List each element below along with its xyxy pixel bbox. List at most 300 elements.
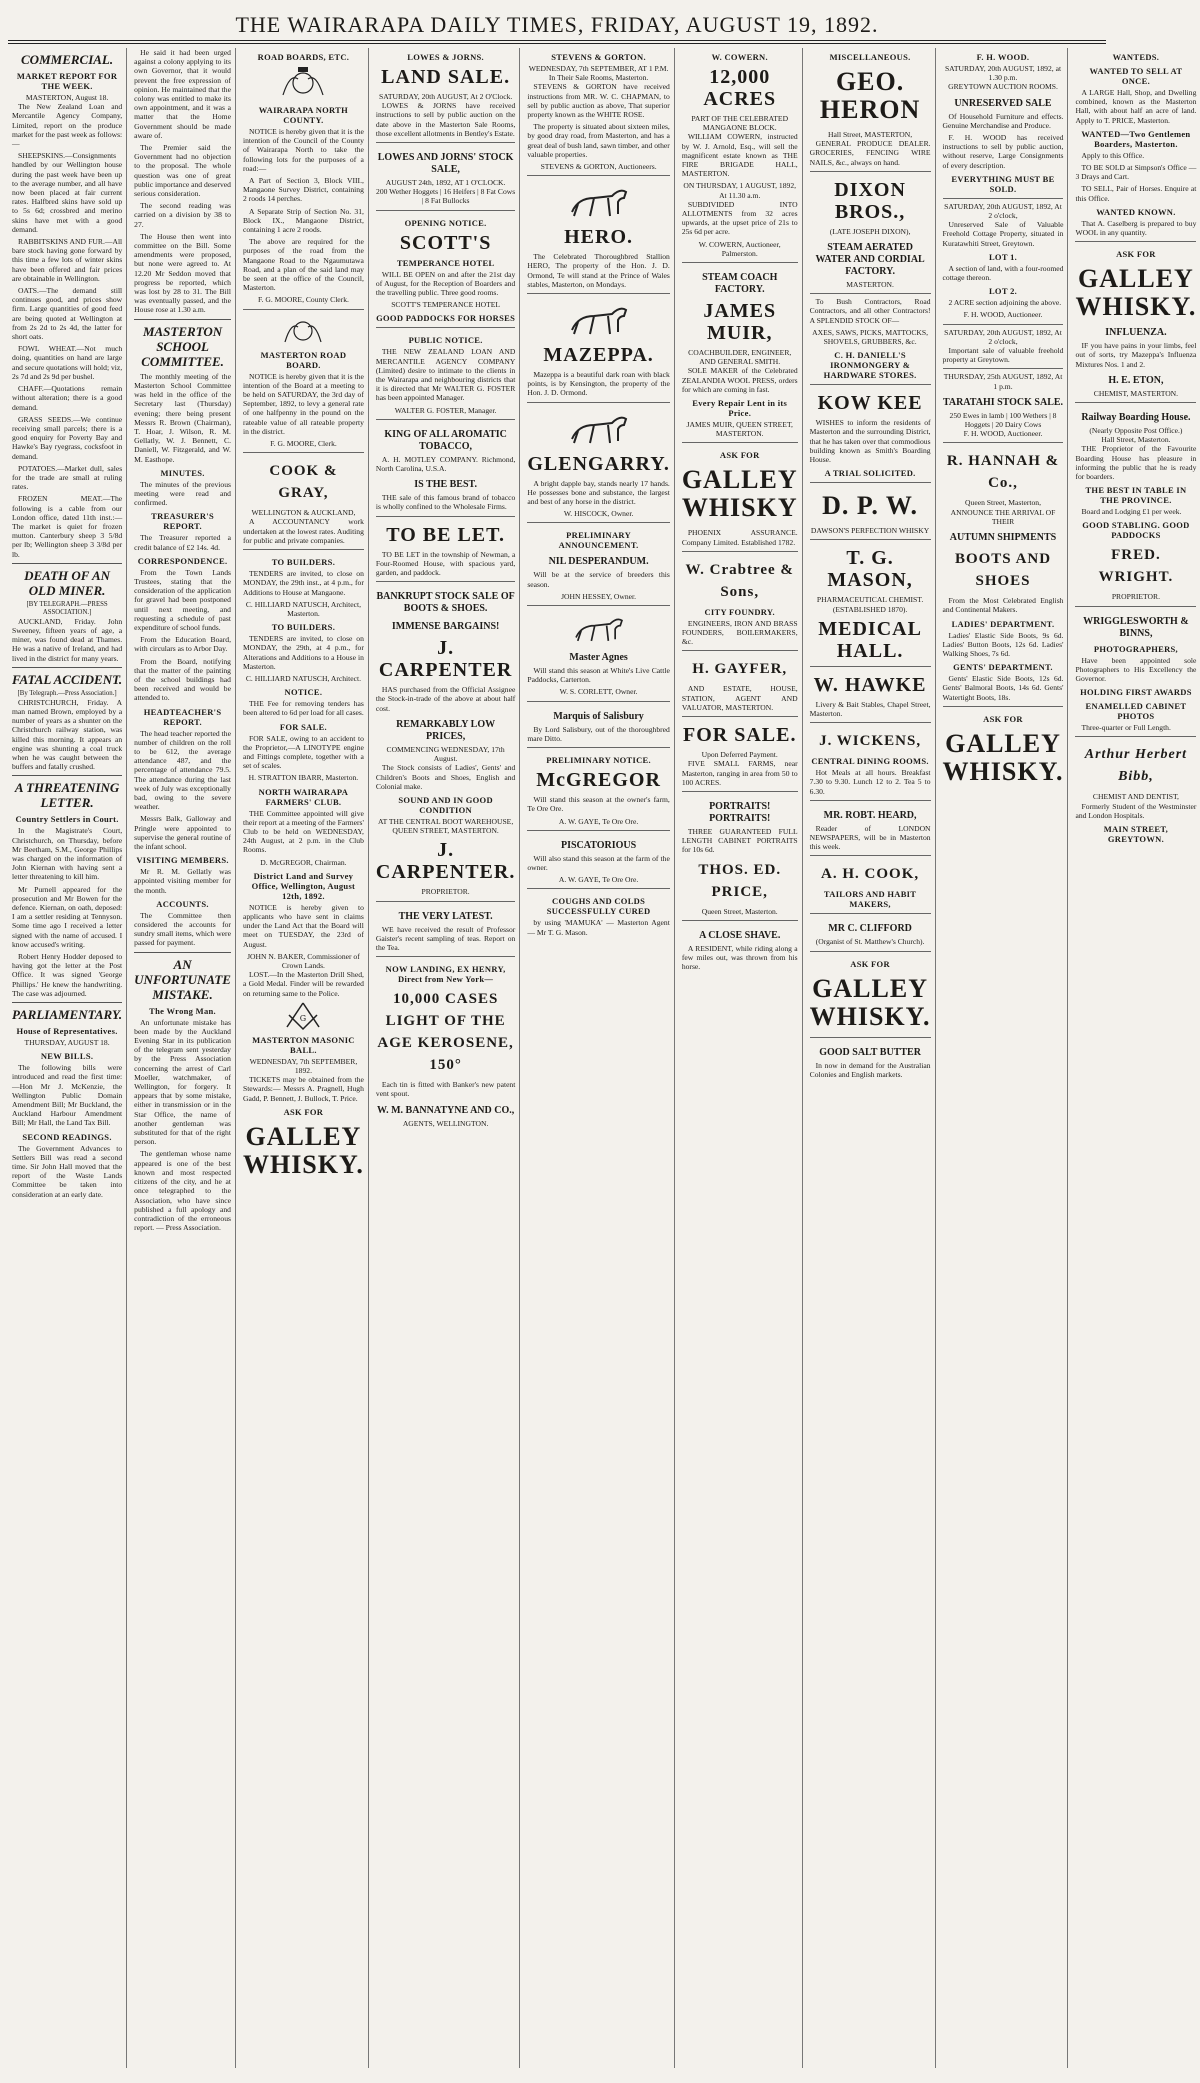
paragraph: FOWL WHEAT.—Not much doing, quantities on hand are large and secure quotations will hold; viz, 2s 7d and 2s 9d per bushel. bbox=[12, 344, 123, 381]
paragraph: A Separate Strip of Section No. 31, Block IX., Mangaone District, containing 1 acre 2 roods. bbox=[242, 206, 364, 235]
glengarry-heading: GLENGARRY. bbox=[527, 452, 670, 475]
paragraph: The second reading was carried on a division by 38 to 27. bbox=[134, 201, 231, 229]
cook-heading: A. H. COOK, bbox=[821, 866, 920, 883]
subheading: PROPRIETOR. bbox=[421, 887, 470, 897]
masonic-emblem-icon bbox=[283, 1001, 323, 1031]
paragraph: 2 ACRE section adjoining the above. bbox=[948, 298, 1062, 308]
subheading: DAWSON'S PERFECTION WHISKY bbox=[810, 526, 930, 536]
land-sale-heading: LAND SALE. bbox=[381, 66, 511, 88]
paragraph: Board and Lodging £1 per week. bbox=[1081, 507, 1182, 517]
paragraph: Will be at the service of breeders this season. bbox=[527, 570, 670, 589]
threat-heading: A THREATENING LETTER. bbox=[14, 780, 120, 811]
subheading: Queen Street, Masterton. bbox=[701, 906, 778, 916]
threat-subheading: Country Settlers in Court. bbox=[15, 814, 119, 825]
paragraph: WILL BE OPEN on and after the 21st day of August, for the Reception of Boarders and the travelling public. Three good rooms. bbox=[375, 269, 516, 298]
cook-gray-heading: COOK & GRAY, bbox=[269, 463, 338, 502]
signature: A. W. GAYE, Te Ore Ore. bbox=[558, 875, 639, 885]
dateline: SATURDAY, 20th AUGUST, 1892, at 1.30 p.m. bbox=[944, 64, 1062, 83]
subheading: PROPRIETOR. bbox=[1111, 592, 1161, 602]
hannah-heading: R. HANNAH & Co., bbox=[946, 453, 1060, 492]
ask-for-label: ASK FOR bbox=[850, 958, 890, 969]
dateline: ON THURSDAY, 1 AUGUST, 1892, At 11.30 a.m. bbox=[683, 181, 797, 200]
subheading: GREYTOWN AUCTION ROOMS. bbox=[948, 82, 1058, 92]
stabling-heading: GOOD STABLING. GOOD PADDOCKS bbox=[1082, 520, 1190, 541]
paragraph: From the Education Board, with circulars as to Arbor Day. bbox=[134, 635, 231, 654]
section-heading: VISITING MEMBERS. bbox=[136, 855, 229, 866]
masthead-title: THE WAIRARAPA DAILY TIMES, FRIDAY, AUGUST 19, 1892. bbox=[235, 12, 879, 37]
masthead-rule bbox=[8, 40, 1106, 44]
svg-text:G: G bbox=[300, 1013, 307, 1023]
marquis-heading: Marquis of Salisbury bbox=[553, 710, 644, 722]
kerosene-heading: 10,000 CASES LIGHT OF THE AGE KEROSENE, 150° bbox=[377, 991, 514, 1074]
subheading: WEDNESDAY, 7th SEPTEMBER, 1892. bbox=[249, 1056, 358, 1075]
mistake-heading: AN UNFORTUNATE MISTAKE. bbox=[134, 956, 231, 1002]
paragraph: CHAFF.—Quotations remain without alteration; there is a good demand. bbox=[12, 384, 123, 412]
carpenter-heading: J. CARPENTER bbox=[378, 637, 513, 682]
paragraph: NOTICE is hereby given that it is the intention of the Council of the County of Wairarapa North to take the following lots for the purposes of a road:— bbox=[242, 127, 364, 173]
subheading: CHEMIST AND DENTIST, bbox=[1092, 792, 1179, 802]
subheading: MASTERTON. bbox=[846, 280, 894, 290]
subheading: Upon Deferred Payment. bbox=[701, 750, 778, 760]
column-2 bbox=[130, 48, 236, 2068]
piscatorious-heading: PISCATORIOUS bbox=[560, 839, 637, 851]
portraits-heading: PORTRAITS! PORTRAITS! bbox=[709, 800, 771, 824]
paragraph: The head teacher reported the number of children on the roll to be 612, the average attendance 487, and the percentage of attendance 79.5. The attendance during the last week of July was exceptionally bad, owing to the severe weather. bbox=[134, 728, 231, 812]
column-5 bbox=[523, 48, 674, 2068]
paragraph: The House then went into committee on the Bill. Some amendments were proposed, but none were agreed to. At 12.20 Mr Seddon moved that progress be reported, which was lost by 28 to 31. The Bill was eventually passed, and the House rose at 1.30 a.m. bbox=[134, 231, 231, 315]
paragraph: A LARGE Hall, Shop, and Dwelling combined, known as the Masterton Hall, with about half an acre of land. Apply to T. PRICE, Masterton. bbox=[1075, 88, 1197, 125]
royal-arms-icon bbox=[278, 65, 328, 101]
telegraph-tag: [BY TELEGRAPH.—PRESS ASSOCIATION.] bbox=[26, 600, 108, 616]
wanteds-heading: WANTEDS. bbox=[1112, 52, 1160, 62]
awards-heading: HOLDING FIRST AWARDS bbox=[1080, 687, 1192, 698]
subheading: (Organist of St. Matthew's Church). bbox=[815, 937, 925, 947]
paragraph: ENGINEERS, IRON AND BRASS FOUNDERS, BOILERMAKERS, &c. bbox=[681, 618, 798, 647]
section-heading: HEADTEACHER'S REPORT. bbox=[143, 706, 222, 727]
dateline: AUGUST 24th, 1892, AT 1 O'CLOCK. bbox=[385, 178, 506, 188]
bibb-heading: Arthur Herbert Bibb, bbox=[1084, 747, 1188, 785]
paragraph: A ACCOUNTANCY work undertaken at the lowest rates. Auditing for public and private companies. bbox=[242, 517, 364, 545]
hero-heading: HERO. bbox=[564, 226, 634, 249]
subheading: CITY FOUNDRY. bbox=[704, 606, 775, 617]
paragraph: A RESIDENT, while riding along a few miles out, was thrown from his horse. bbox=[681, 943, 798, 972]
school-committee-heading: MASTERTON SCHOOL COMMITTEE. bbox=[141, 323, 224, 369]
paragraph: TO SELL, Pair of Horses. Enquire at this Office. bbox=[1075, 184, 1197, 203]
now-landing-heading: NOW LANDING, EX HENRY, Direct from New York— bbox=[385, 964, 506, 985]
divider bbox=[134, 952, 231, 953]
paragraph: The Celebrated Thoroughbred Stallion HERO, The property of the Hon. J. D. Ormond, Te will stand at the Prince of Wales stables, Masterton, on Mondays. bbox=[527, 252, 670, 289]
cowern-heading: W. COWERN. bbox=[711, 52, 768, 62]
paragraph: Mr R. M. Gellatly was appointed visiting member for the month. bbox=[134, 867, 231, 895]
paragraph: A Part of Section 3, Block VIII., Mangaone Survey District, containing 2 roods 14 perches. bbox=[242, 176, 364, 204]
signature: F. H. WOOD, Auctioneer. bbox=[963, 429, 1043, 439]
paragraph: A bright dapple bay, stands nearly 17 hands. He possesses bone and substance, the largest and best of any horse in the district. bbox=[527, 478, 670, 507]
lot-heading: LOT 2. bbox=[988, 286, 1018, 297]
paragraph: GENERAL PRODUCE DEALER. GROCERIES, FENCING WIRE NAILS, &c., always on hand. bbox=[809, 139, 931, 167]
paragraph: TENDERS are invited, to close on MONDAY, the 29th inst., at 4 p.m., for Additions to House at Mangaone. bbox=[242, 569, 364, 597]
to-be-let-heading: TO BE LET. bbox=[386, 523, 505, 546]
column-8 bbox=[939, 48, 1069, 2068]
unreserved-heading: UNRESERVED SALE bbox=[954, 97, 1052, 109]
temperance-hotel-heading: TEMPERANCE HOTEL bbox=[396, 257, 495, 268]
stock-list: 200 Wether Hoggets | 16 Heifers | 8 Fat Cows | 8 Fat Bullocks bbox=[376, 187, 516, 206]
columns bbox=[8, 48, 1197, 2068]
clifford-heading: MR C. CLIFFORD bbox=[828, 923, 912, 935]
low-prices-heading: REMARKABLY LOW PRICES, bbox=[396, 718, 496, 742]
paragraph: Will stand this season at the owner's farm, Te Ore Ore. bbox=[527, 795, 670, 814]
medical-hall-heading: MEDICAL HALL. bbox=[818, 617, 922, 662]
paragraph: CHRISTCHURCH, Friday. A man named Brown, employed by a number of years as a shunter on the Christchurch railway station, was killed this morning. It appears an engine was shunting a coal truck when he was caught between the buffers and fatally crushed. bbox=[12, 697, 123, 772]
section-heading: CORRESPONDENCE. bbox=[137, 555, 228, 566]
galley-whisky-ad: GALLEY WHISKY. bbox=[942, 728, 1064, 786]
house-subheading: House of Representatives. bbox=[16, 1026, 118, 1037]
paragraph: Mr Purnell appeared for the prosecution and Mr Bowen for the defence. Kiernan, on oath, deposed: I am a settler residing at Tennyson. Some time ago I received a letter signed with the name of accused. I know accused's writing. bbox=[12, 884, 123, 949]
paragraph: The New Zealand Loan and Mercantile Agency Company, Limited, report on the produce market for the past week as follows:— bbox=[12, 102, 123, 149]
gents-heading: GENTS' DEPARTMENT. bbox=[953, 662, 1053, 673]
galley-whisky-ad: GALLEY WHISKY. bbox=[809, 973, 931, 1031]
wright-heading: FRED. WRIGHT. bbox=[1098, 547, 1174, 586]
paragraph: The Committee then considered the accounts for sundry small items, which were passed for payment. bbox=[134, 910, 231, 948]
paragraph: Of Household Furniture and effects. Genuine Merchandise and Produce. bbox=[942, 111, 1064, 130]
subheading: TAILORS AND HABIT MAKERS, bbox=[823, 889, 917, 910]
paragraph: AUCKLAND, Friday. John Sweeney, fifteen years of age, a miner, was found dead at Thames. He was a native of Ireland, and had lived in the district for many years. bbox=[12, 616, 123, 663]
paragraph: WE have received the result of Professor Gaister's recent sampling of teas. Report on the Tea. bbox=[375, 924, 516, 952]
paragraph: FROZEN MEAT.—The following is a cable from our London office, dated 11th inst.:—The market is quiet for frozen mutton. Canterbury sheep 3 5/8d per lb; Wellington sheep 3 3/8d per lb. bbox=[12, 494, 123, 559]
paragraph: An unfortunate mistake has been made by the Auckland Evening Star in its publication of the telegram sent yesterday by the Press Association concerning the arrest of Carl Moeller, watchmaker, of Wellington, for forgery. It appears that by some mistake, either in transmission or in the Star Office, the name of another gentleman was substituted for that of the right person. bbox=[134, 1017, 231, 1147]
paragraph: F. H. WOOD has received instructions to sell by public auction, without reserve, Large Consignments of every description. bbox=[942, 133, 1064, 170]
paragraph: Three-quarter or Full Length. bbox=[1081, 723, 1171, 733]
paragraph: OATS.—The demand still continues good, and prices show firm. Large quantities of good feed are being quoted at Wellington at from 2s 2d to 2s 4d, the latter for short oats. bbox=[12, 286, 123, 342]
section-heading: SECOND READINGS. bbox=[22, 1131, 112, 1142]
paragraph: The Treasurer reported a credit balance of £2 14s. 4d. bbox=[134, 533, 231, 552]
kow-kee-heading: KOW KEE bbox=[817, 392, 923, 415]
signature: JOHN HESSEY, Owner. bbox=[561, 591, 637, 601]
paragraph: The Premier said the Government had no objection to the proposal. The whole question was one of great public importance and deserved serious consideration. bbox=[134, 143, 231, 199]
prelim-notice-heading: PRELIMINARY NOTICE. bbox=[546, 755, 651, 766]
for-sale-heading: FOR SALE. bbox=[682, 724, 797, 747]
signature: W. S. CORLETT, Owner. bbox=[559, 687, 638, 697]
subheading: Queen Street, Masterton, bbox=[965, 498, 1041, 508]
mcgregor-heading: McGREGOR bbox=[536, 769, 661, 792]
parliamentary-heading: PARLIAMENTARY. bbox=[12, 1007, 123, 1023]
prelim-heading: PRELIMINARY ANNOUNCEMENT. bbox=[558, 530, 639, 551]
column-9 bbox=[1071, 48, 1200, 2068]
paragraph: THREE GUARANTEED FULL LENGTH CABINET PORTRAITS for 10s 6d. bbox=[681, 826, 798, 855]
paragraph: From the Board, notifying that the matter of the painting of the school buildings had been received and would be attended to. bbox=[134, 656, 231, 703]
divider bbox=[134, 319, 231, 320]
paragraph: From the Town Lands Trustees, stating that the consideration of the application for gravel had been postponed until next meeting, and requesting a schedule of past expenditure of school funds. bbox=[134, 567, 231, 632]
paddocks-heading: GOOD PADDOCKS FOR HORSES bbox=[376, 313, 516, 324]
paragraph: TO BE SOLD at Simpson's Office — 3 Drays and Cart. bbox=[1075, 163, 1197, 182]
railway-heading: Railway Boarding House. bbox=[1081, 412, 1191, 424]
divider bbox=[12, 1002, 122, 1003]
signature: A. W. GAYE, Te Ore Ore. bbox=[558, 816, 639, 826]
dpw-heading: D. P. W. bbox=[822, 491, 919, 521]
farmers-club-heading: NORTH WAIRARAPA FARMERS' CLUB. bbox=[258, 786, 349, 807]
misc-heading: MISCELLANEOUS. bbox=[829, 52, 911, 62]
subheading: Hall Street, MASTERTON, bbox=[827, 130, 913, 139]
paragraph: WILLIAM COWERN, instructed by W. J. Arnold, Esq., will sell the magnificent estate known as THE FIRE BRIGADE HALL, MASTERTON. bbox=[681, 132, 798, 179]
bannatyne-heading: W. M. BANNATYNE AND CO., bbox=[377, 1104, 515, 1116]
paragraph: TENDERS are invited, to close on MONDAY, the 29th, at 4 p.m., for Alterations and Additions to a House in Masterton. bbox=[242, 634, 364, 671]
paragraph: Messrs Balk, Galloway and Pringle were appointed to supervise the general routine of the infant school. bbox=[134, 814, 231, 852]
telegraph-tag: [By Telegraph.—Press Association.] bbox=[17, 689, 117, 697]
close-shave-heading: A CLOSE SHAVE. bbox=[699, 929, 781, 941]
paragraph: THE NEW ZEALAND LOAN AND MERCANTILE AGENCY COMPANY (Limited) desire to intimate to the clients in the Wairarapa and neighbouring districts that it is directed that Mr WALTER G. FOSTER has been appointed Manager. bbox=[375, 347, 516, 403]
ladies-heading: LADIES' DEPARTMENT. bbox=[951, 618, 1055, 629]
bankrupt-stock-heading: BANKRUPT STOCK SALE OF BOOTS & SHOES. bbox=[376, 591, 515, 615]
stock-sale-heading: LOWES AND JORNS' STOCK SALE, bbox=[377, 152, 514, 176]
paragraph: NOTICE is hereby given to applicants who have sent in claims under the Land Act that the Board will meet on TUESDAY, the 23rd of August. bbox=[242, 902, 364, 949]
enamelled-heading: ENAMELLED CABINET PHOTOS bbox=[1085, 701, 1187, 722]
paragraph: SUBDIVIDED INTO ALLOTMENTS from 32 acres upwards, at the upset price of 21s to 25s 6d per acre. bbox=[681, 199, 798, 237]
paragraph: The following bills were introduced and read the first time:—Hon Mr J. McKenzie, the Wellington Public Domain Amendment Bill; Mr Buckland, the Auckland Harbour Amendment Bill; Mr Hall, the Land Tax Bill. bbox=[12, 1063, 123, 1128]
horse-icon bbox=[564, 409, 634, 449]
paragraph: LOWES & JORNS have received instructions to sell by public auction on the date above in the Masterton Sale Rooms, those excellent allotments in Bentley's Estate. bbox=[375, 101, 516, 138]
wood-heading: F. H. WOOD. bbox=[976, 52, 1030, 62]
paragraph: SHEEPSKINS.—Consignments handled by our Wellington house during the past week have been up to the average number, and all have now been placed at fair current rates. Halfbred skins have sold up to 5s 6d; crossbred and merino skins have met with a good demand. bbox=[12, 151, 123, 234]
stevens-heading: STEVENS & GORTON. bbox=[551, 52, 646, 62]
dateline: SATURDAY, 20th AUGUST, 1892, At 2 o'clock, bbox=[944, 327, 1062, 346]
paragraph: A section of land, with a four-roomed cottage thereon. bbox=[942, 263, 1064, 283]
notice-heading: NOTICE. bbox=[284, 687, 323, 698]
galley-whisky-ad: GALLEY WHISKY bbox=[681, 465, 798, 523]
paragraph: By Lord Salisbury, out of the thoroughbred mare Ditto. bbox=[527, 724, 670, 743]
wanted-heading: WANTED TO SELL AT ONCE. bbox=[1089, 66, 1183, 86]
best-table-heading: THE BEST IN TABLE IN THE PROVINCE. bbox=[1085, 485, 1187, 506]
column-4 bbox=[372, 48, 520, 2068]
divider bbox=[12, 563, 122, 564]
horse-icon bbox=[569, 612, 629, 646]
dateline: THURSDAY, AUGUST 18. bbox=[24, 1038, 110, 1048]
road-board-heading: MASTERTON ROAD BOARD. bbox=[260, 349, 347, 370]
scotts-heading: SCOTT'S bbox=[399, 231, 492, 254]
section-heading: NEW BILLS. bbox=[40, 1051, 94, 1062]
established: (ESTABLISHED 1870). bbox=[832, 604, 908, 614]
price-heading: THOS. ED. PRICE, bbox=[698, 861, 782, 900]
galley-whisky-ad: GALLEY WHISKY. bbox=[1075, 264, 1197, 322]
very-latest-heading: THE VERY LATEST. bbox=[398, 910, 493, 922]
taratahi-heading: TARATAHI STOCK SALE. bbox=[942, 396, 1064, 408]
paragraph: The above are required for the purposes of the road from the Mangaone Road to the Ngaumutawa Road, and a plan of the said land may be seen at the office of the Council, Masterton. bbox=[242, 237, 364, 293]
paragraph: THE Proprietor of the Favourite Boarding House has pleasure in informing the public that he is ready for boarders. bbox=[1075, 444, 1197, 482]
paragraph: THE sale of this famous brand of tobacco is wholly confined to the Wholesale Firms. bbox=[375, 493, 516, 512]
ask-for-label: ASK FOR bbox=[283, 1106, 324, 1117]
paragraph: TO BE LET in the township of Newman, a Four-Roomed House, with spacious yard, garden, and paddock. bbox=[375, 549, 516, 578]
ask-for-label: ASK FOR bbox=[983, 713, 1023, 724]
paragraph: Apply to this Office. bbox=[1081, 150, 1145, 160]
paragraph: WISHES to inform the residents of Masterton and the surrounding District, that he has taken over that commodious building known as Smith's Boarding House. bbox=[809, 418, 931, 465]
paragraph: The Stock consists of Ladies', Gents' and Children's Boots and Shoes, English and Colonial make. bbox=[375, 763, 516, 791]
warehouse-address: AT THE CENTRAL BOOT WAREHOUSE, QUEEN STREET, MASTERTON. bbox=[378, 816, 514, 836]
must-sell-heading: EVERYTHING MUST BE SOLD. bbox=[951, 173, 1055, 194]
dateline: COMMENCING WEDNESDAY, 17th August. bbox=[386, 744, 505, 764]
land-office-heading: District Land and Survey Office, Wellington, August 12th, 1892. bbox=[251, 870, 356, 901]
paragraph: Hot Meals at all hours. Breakfast 7.30 to 9.30. Lunch 12 to 2. Tea 5 to 6.30. bbox=[809, 768, 931, 796]
paragraph: Gents' Elastic Side Boots, 12s 6d. Gents' Balmoral Boots, 14s 6d. Gents' Watertight Boots, 18s. bbox=[942, 674, 1064, 702]
mason-heading: T. G. MASON, bbox=[827, 547, 913, 592]
paragraph: Important sale of valuable freehold property at Greytown. bbox=[942, 346, 1064, 365]
coughs-heading: COUGHS AND COLDS SUCCESSFULLY CURED bbox=[546, 896, 651, 917]
wrigglesworth-heading: WRIGGLESWORTH & BINNS, bbox=[1083, 615, 1189, 639]
paragraph: That A. Caselberg is prepared to buy WOOL in any quantity. bbox=[1075, 218, 1197, 238]
paragraph: The property is situated about sixteen miles, by good dray road, from Masterton, and has a great deal of bush land, sawn timber, and other valuable properties. bbox=[527, 122, 670, 159]
signature: C. HILLIARD NATUSCH, Architect. bbox=[245, 673, 362, 683]
opening-notice-heading: OPENING NOTICE. bbox=[404, 217, 487, 228]
carpenter-heading: J. CARPENTER. bbox=[375, 839, 516, 884]
subheading: (LATE JOSEPH DIXON), bbox=[829, 226, 911, 236]
hawke-heading: W. HAWKE bbox=[813, 673, 927, 696]
subheading: AGENTS, WELLINGTON. bbox=[402, 1118, 489, 1128]
roads-heading: ROAD BOARDS, ETC. bbox=[257, 52, 350, 62]
condition-heading: SOUND AND IN GOOD CONDITION bbox=[398, 794, 493, 815]
stock-list: 250 Ewes in lamb | 100 Wethers | 8 Hoggets | 20 Dairy Cows bbox=[949, 410, 1057, 430]
paragraph: THE Committee appointed will give their report at a meeting of the Farmers' Club to be held on WEDNESDAY, 24th August, at 2 p.m. in the Club Rooms. bbox=[242, 808, 364, 855]
subheading: COACHBUILDER, ENGINEER, AND GENERAL SMITH. bbox=[688, 348, 792, 367]
is-the-best-heading: IS THE BEST. bbox=[414, 479, 477, 491]
paragraph: Unreserved Sale of Valuable Freehold Cottage Property, situated in Kuratawhiti Street, Greytown. bbox=[942, 220, 1064, 248]
section-heading: TREASURER'S REPORT. bbox=[151, 511, 214, 532]
eton-heading: H. E. ETON, bbox=[1108, 374, 1164, 386]
paragraph: Formerly Student of the Westminster and London Hospitals. bbox=[1075, 801, 1197, 820]
paragraph: Will also stand this season at the farm of the owner. bbox=[527, 853, 670, 872]
nil-desperandum-heading: NIL DESPERANDUM. bbox=[548, 556, 649, 568]
wickens-heading: J. WICKENS, bbox=[819, 733, 922, 750]
dateline: SATURDAY, 20th AUGUST, 1892, At 2 o'clock, bbox=[944, 201, 1062, 221]
paragraph: From the Most Celebrated English and Continental Makers. bbox=[942, 596, 1064, 615]
divider bbox=[12, 775, 122, 776]
gayfer-heading: H. GAYFER, bbox=[692, 661, 788, 678]
dateline: WEDNESDAY, 7th SEPTEMBER, AT 1 P.M. bbox=[528, 64, 669, 73]
paragraph: Mazeppa is a beautiful dark roan with black points, is by Kensington, the property of the Hon. J. D. Ormond. bbox=[527, 370, 670, 398]
paragraph: Have been appointed sole Photographers to His Excellency the Governor. bbox=[1075, 655, 1197, 684]
daniell-heading: C. H. DANIELL'S IRONMONGERY & HARDWARE STORES. bbox=[823, 350, 917, 381]
public-notice-heading: PUBLIC NOTICE. bbox=[408, 335, 483, 346]
paragraph: RABBITSKINS AND FUR.—All bare stock having gone forward by this time a few lots of winter skins have been offered and fair prices are obtainable in Wellington. bbox=[12, 237, 123, 283]
signature: C. HILLIARD NATUSCH, Architect, Masterton. bbox=[245, 599, 362, 618]
paragraph: In now in demand for the Australian Colonies and English markets. bbox=[809, 1060, 931, 1079]
paragraph: AND ESTATE, HOUSE, STATION, AGENT AND VALUATOR, MASTERTON. bbox=[681, 684, 798, 712]
ask-for-label: ASK FOR bbox=[719, 450, 760, 461]
signature: F. H. WOOD, Auctioneer. bbox=[963, 310, 1043, 320]
paragraph: TICKETS may be obtained from the Stewards:— Messrs A. Pragnell, Hugh Gadd, P. Bennett, J. Bullock, T. Price. bbox=[242, 1075, 364, 1103]
paragraph: NOTICE is hereby given that it is the intention of the Board at a meeting to be held on SATURDAY, the 3rd day of September, 1892, to levy a general rate of one halfpenny in the pound on the rateable value of all rateable property in the district. bbox=[242, 371, 364, 436]
galley-whisky-ad: GALLEY WHISKY. bbox=[242, 1121, 364, 1179]
paragraph: Reader of LONDON NEWSPAPERS, will be in Masterton this week. bbox=[809, 823, 931, 852]
crabtree-heading: W. Crabtree & Sons, bbox=[685, 561, 794, 600]
dixon-heading: DIXON BROS., bbox=[834, 178, 906, 223]
for-sale-heading: FOR SALE. bbox=[279, 721, 327, 732]
signature: JAMES MUIR, QUEEN STREET, MASTERTON. bbox=[686, 420, 793, 439]
heard-heading: MR. ROBT. HEARD, bbox=[823, 809, 917, 821]
paragraph: GRASS SEEDS.—We continue receiving small parcels; there is a good enquiry for Poverty Bay and Hawke's Bay ryegrass, cocksfoot in demand. bbox=[12, 414, 123, 461]
paragraph: SOLE MAKER of the Celebrated ZEALANDIA WOOL PRESS, orders for which are coming in fast. bbox=[681, 366, 798, 394]
section-heading: MINUTES. bbox=[160, 467, 205, 478]
mazeppa-heading: MAZEPPA. bbox=[543, 344, 654, 367]
signature: D. McGREGOR, Chairman. bbox=[260, 857, 347, 867]
signature: STEVENS & GORTON, Auctioneers. bbox=[540, 162, 657, 172]
subheading: PHARMACEUTICAL CHEMIST. bbox=[816, 595, 924, 605]
lowes-heading: LOWES & JORNS. bbox=[407, 52, 484, 62]
royal-arms-icon bbox=[281, 316, 325, 346]
paragraph: Livery & Bait Stables, Chapel Street, Masterton. bbox=[809, 699, 931, 719]
address-footer: MAIN STREET, GREYTOWN. bbox=[1103, 824, 1169, 845]
wanted-heading: WANTED—Two Gentlemen Boarders, Masterton. bbox=[1081, 128, 1191, 149]
paragraph: THE Fee for removing tenders has been altered to 6d per load for all cases. bbox=[242, 699, 364, 718]
subheading: CHEMIST, MASTERTON. bbox=[1093, 388, 1179, 398]
signature: W. HISCOCK, Owner. bbox=[563, 509, 634, 519]
wanted-heading: WANTED KNOWN. bbox=[1096, 206, 1176, 217]
paragraph: Will stand this season at White's Live Cattle Paddocks, Carterton. bbox=[527, 666, 670, 685]
fatal-heading: FATAL ACCIDENT. bbox=[12, 671, 123, 687]
butter-heading: GOOD SALT BUTTER bbox=[819, 1046, 921, 1058]
bargains-heading: IMMENSE BARGAINS! bbox=[391, 621, 500, 633]
paragraph: The monthly meeting of the Masterton School Committee was held in the office of the Secretary last (Thursday) evening; there being present Messrs R. Brown (Chairman), T. Hoar, J. Wilson, R. M. Gellatly, W. J. Bennett, C. Daniell, W. Fitzgerald, and W. M. Easthope. bbox=[134, 371, 231, 464]
announcement: ANNOUNCE THE ARRIVAL OF THEIR bbox=[950, 507, 1056, 526]
aerated-heading: STEAM AERATED WATER AND CORDIAL FACTORY. bbox=[815, 242, 925, 278]
acres-heading: 12,000 ACRES bbox=[703, 66, 777, 110]
subheading: PART OF THE CELEBRATED MANGAONE BLOCK. bbox=[691, 114, 789, 133]
subheading: PHOTOGRAPHERS, bbox=[1093, 643, 1178, 654]
tobacco-heading: KING OF ALL AROMATIC TOBACCO, bbox=[384, 428, 507, 452]
paragraph: The Government Advances to Settlers Bill was read a second time. Sir John Hall moved that the report of the Waste Lands Committee be taken into consideration at an early date. bbox=[12, 1143, 123, 1199]
subheading: CENTRAL DINING ROOMS. bbox=[811, 756, 929, 767]
dateline: THURSDAY, 25th AUGUST, 1892, At 1 p.m. bbox=[943, 372, 1063, 391]
death-heading: DEATH OF AN OLD MINER. bbox=[24, 567, 111, 598]
signature: F. G. MOORE, Clerk. bbox=[270, 439, 337, 449]
paragraph: FIVE SMALL FARMS, near Masterton, ranging in area from 50 to 100 ACRES. bbox=[681, 759, 798, 787]
signature: WALTER G. FOSTER, Manager. bbox=[394, 405, 497, 415]
paragraph: STEVENS & GORTON have received instructions from MR. W. C. CHAPMAN, to sell by public auction as above, That superior property known as the WHITE ROSE. bbox=[527, 82, 670, 120]
subheading: In Their Sale Rooms, Masterton. bbox=[548, 73, 649, 83]
trial-heading: A TRIAL SOLICITED. bbox=[824, 468, 916, 479]
james-muir-heading: JAMES MUIR, bbox=[703, 300, 777, 345]
market-report-subhead: MARKET REPORT FOR THE WEEK. bbox=[16, 71, 118, 91]
lot-heading: LOT 1. bbox=[988, 251, 1018, 262]
horse-icon bbox=[564, 300, 634, 340]
boots-shoes-heading: BOOTS AND SHOES bbox=[954, 551, 1052, 590]
divider bbox=[12, 667, 122, 668]
paragraph: POTATOES.—Market dull, sales for the trade are small at ruling rates. bbox=[12, 463, 123, 492]
signature: SCOTT'S TEMPERANCE HOTEL bbox=[391, 300, 501, 310]
ask-for-label: ASK FOR bbox=[1116, 249, 1156, 260]
paragraph: HAS purchased from the Official Assignee the Stock-in-trade of the above at about half cost. bbox=[375, 685, 516, 713]
paragraph: LOST.—In the Masterton Drill Shed, a Gold Medal. Finder will be rewarded on returning same to the Police. bbox=[242, 970, 364, 998]
signature: F. G. MOORE, County Clerk. bbox=[257, 295, 349, 305]
paragraph: In the Magistrate's Court, Christchurch, on Thursday, before Mr Beetham, S.M., George Phillips was charged on the information of John Kiernan with having sent a letter threatening to kill him. bbox=[12, 826, 123, 882]
master-agnes-heading: Master Agnes bbox=[569, 652, 628, 664]
column-3 bbox=[239, 48, 369, 2068]
masonic-ball-heading: MASTERTON MASONIC BALL. bbox=[252, 1034, 355, 1055]
column-1 bbox=[8, 48, 127, 2068]
paragraph: The minutes of the previous meeting were read and confirmed. bbox=[134, 479, 231, 508]
column-7 bbox=[806, 48, 936, 2068]
paragraph: PHOENIX ASSURANCE. Company Limited. Established 1782. bbox=[681, 528, 798, 547]
paragraph: Robert Henry Hodder deposed to having got the letter at the Post Office. It was signed 'George Phillips.' He knew the handwriting. The case was adjourned. bbox=[12, 952, 123, 998]
paragraph: IF you have pains in your limbs, feel out of sorts, try Mazeppa's Influenza Mixtures Nos. 1 and 2. bbox=[1075, 341, 1197, 369]
repair-heading: Every Repair Lent in its Price. bbox=[692, 398, 788, 419]
paragraph: by using 'MAMUKA' — Masterton Agent — Mr T. G. Mason. bbox=[527, 918, 670, 937]
builders-heading: TO BUILDERS. bbox=[271, 557, 336, 568]
influenza-heading: INFLUENZA. bbox=[1105, 327, 1167, 339]
tools-list: AXES, SAWS, PICKS, MATTOCKS, SHOVELS, GRUBBERS, &c. bbox=[812, 327, 929, 347]
dateline: SATURDAY, 20th AUGUST, At 2 O'Clock. bbox=[378, 92, 513, 101]
column-6 bbox=[678, 48, 803, 2068]
signature: W. COWERN, Auctioneer, Palmerston. bbox=[698, 239, 781, 258]
address: Hall Street, Masterton. bbox=[1101, 435, 1171, 445]
builders-heading: TO BUILDERS. bbox=[271, 622, 336, 633]
mistake-subheading: The Wrong Man. bbox=[149, 1005, 216, 1016]
